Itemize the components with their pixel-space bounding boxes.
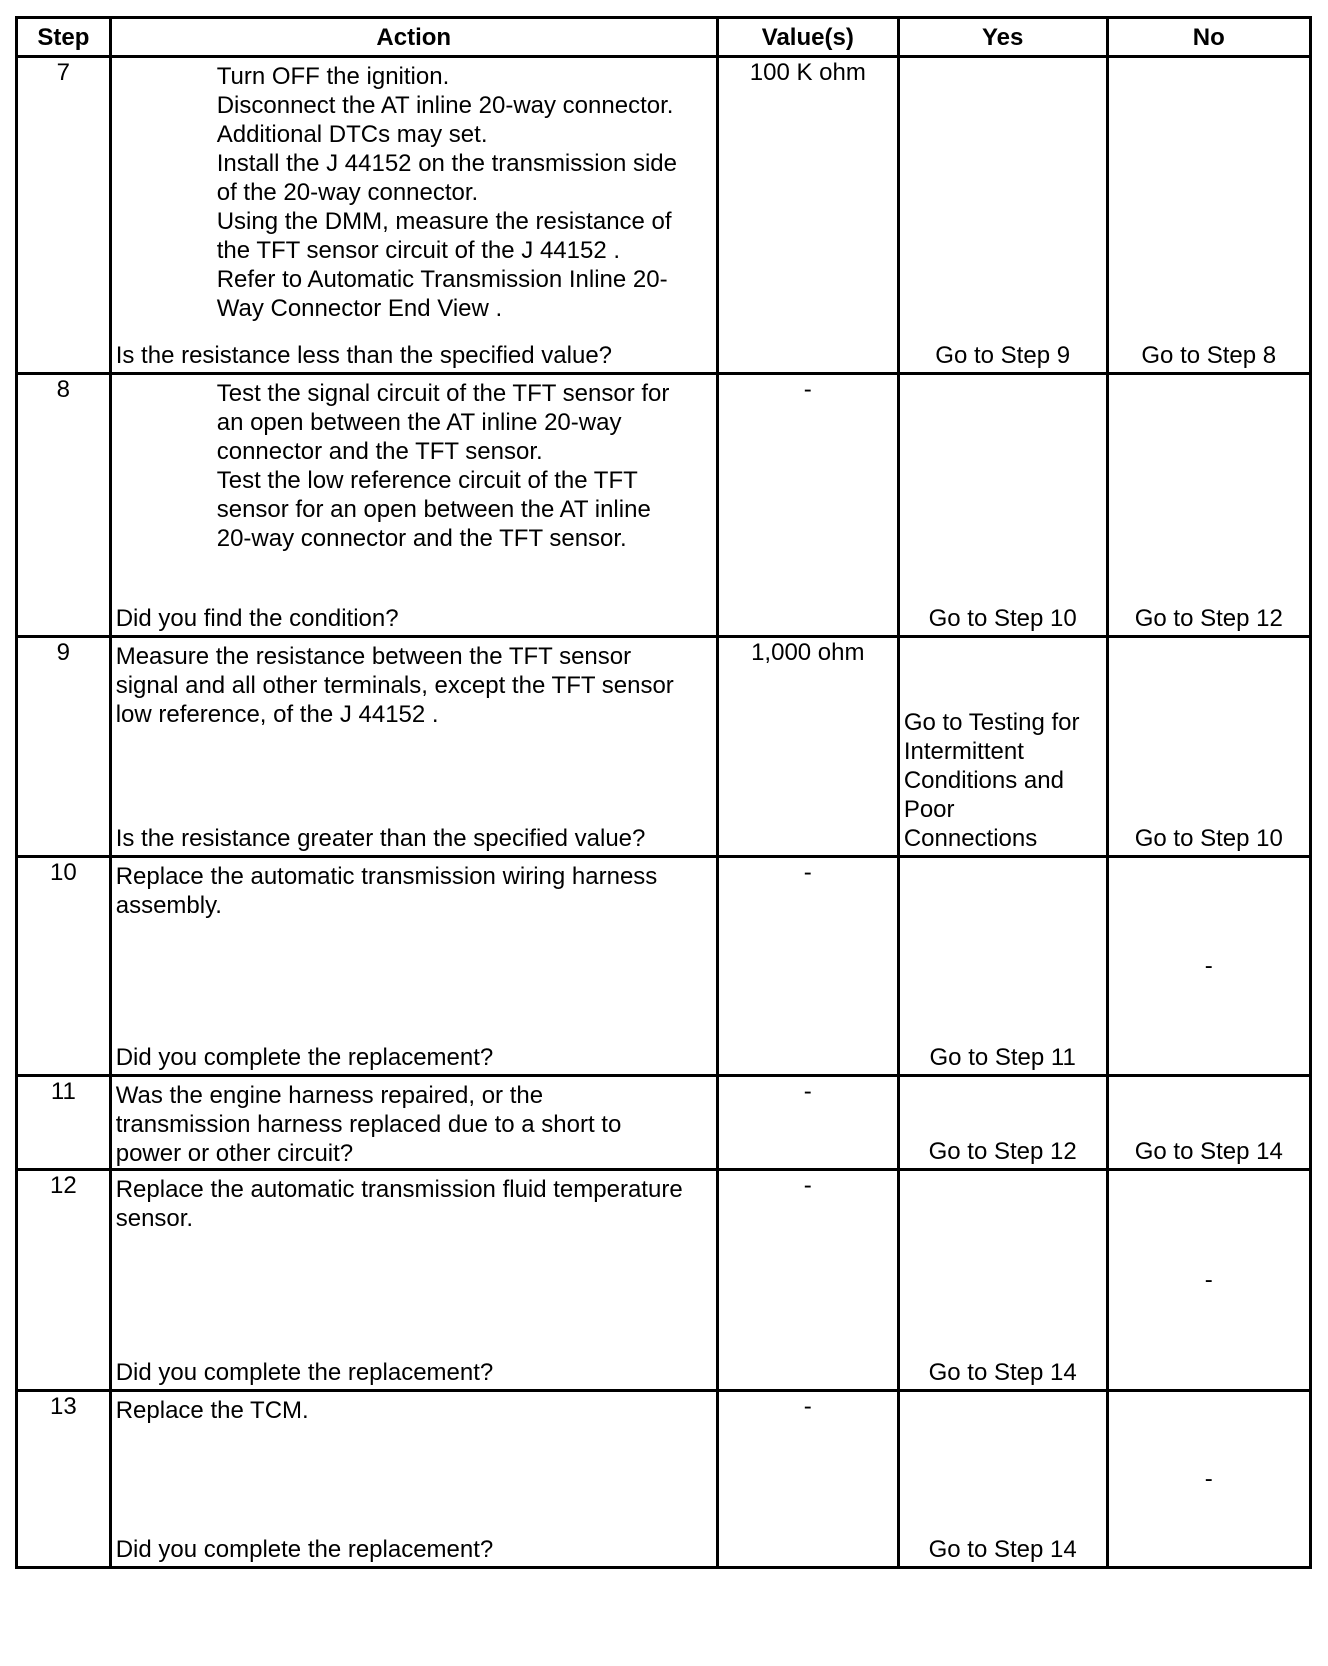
yes-goto [904, 708, 1104, 853]
action-text [112, 638, 716, 729]
action-cell [110, 1391, 717, 1568]
table-row-step-9 [17, 637, 1311, 857]
action-line: Test the signal circuit of the TFT sensor for [216, 380, 670, 407]
action-line: Additional DTCs may set. [216, 121, 488, 148]
action-line: Refer to Automatic Transmission Inline 20- [216, 266, 668, 293]
yes-goto: Go to Step 12 [928, 1138, 1077, 1165]
yes-cell [898, 637, 1107, 857]
no-goto: - [1204, 1465, 1213, 1493]
table-row-step-11 [17, 1076, 1311, 1170]
action-cell [110, 1076, 717, 1170]
header-row [17, 18, 1311, 57]
action-line: sensor. [115, 1205, 194, 1232]
yes-header: Yes [898, 18, 1107, 57]
action-line: connector and the TFT sensor. [216, 438, 543, 465]
no-cell [1107, 1076, 1310, 1170]
yes-goto: Go to Step 9 [935, 342, 1071, 369]
table-row-step-10 [17, 857, 1311, 1076]
value-cell: - [717, 1170, 898, 1391]
action-line: 20-way connector and the TFT sensor. [216, 525, 627, 552]
yes-cell [898, 1076, 1107, 1170]
yes-goto: Go to Step 14 [928, 1536, 1077, 1563]
action-question: Is the resistance greater than the specified value? [115, 825, 646, 852]
no-goto: Go to Step 14 [1134, 1138, 1283, 1165]
no-header: No [1107, 18, 1310, 57]
action-text [112, 1077, 716, 1168]
action-line: of the 20-way connector. [216, 179, 479, 206]
action-line: Turn OFF the ignition. [216, 63, 450, 90]
action-line: Disconnect the AT inline 20-way connector. [216, 92, 674, 119]
action-cell [110, 57, 717, 374]
action-question: Is the resistance less than the specified value? [115, 342, 613, 369]
step-number: 11 [17, 1076, 111, 1170]
action-cell [110, 1170, 717, 1391]
action-question: Did you complete the replacement? [115, 1044, 494, 1071]
action-line: power or other circuit? [115, 1140, 354, 1167]
step-number: 8 [17, 374, 111, 637]
no-goto: Go to Step 8 [1141, 342, 1277, 369]
action-question: Did you find the condition? [115, 605, 399, 632]
action-line: signal and all other terminals, except the TFT sensor [115, 672, 674, 699]
action-line: Way Connector End View . [216, 295, 503, 322]
no-goto: Go to Step 10 [1134, 825, 1283, 852]
action-header: Action [110, 18, 717, 57]
yes-goto: Go to Step 11 [929, 1044, 1076, 1071]
no-goto: Go to Step 12 [1134, 605, 1283, 632]
no-cell [1107, 857, 1310, 1076]
yes-cell [898, 1391, 1107, 1568]
step-number: 12 [17, 1170, 111, 1391]
yes-goto-line: Connections [903, 825, 1038, 852]
action-line: Replace the automatic transmission fluid temperature [115, 1176, 683, 1203]
yes-cell [898, 857, 1107, 1076]
action-line: assembly. [115, 892, 222, 919]
action-line: an open between the AT inline 20-way [216, 409, 622, 436]
no-cell [1107, 374, 1310, 637]
no-goto: - [1204, 1266, 1213, 1294]
value-cell: - [717, 857, 898, 1076]
yes-cell [898, 374, 1107, 637]
action-text [112, 1171, 716, 1233]
action-text [112, 1392, 716, 1425]
action-line: transmission harness replaced due to a short to [115, 1111, 622, 1138]
action-question: Did you complete the replacement? [115, 1359, 494, 1386]
action-text [112, 375, 716, 553]
values-header: Value(s) [717, 18, 898, 57]
step-number: 7 [17, 57, 111, 374]
step-number: 9 [17, 637, 111, 857]
yes-cell [898, 57, 1107, 374]
yes-goto-line: Conditions and [903, 767, 1064, 794]
value-cell: - [717, 1391, 898, 1568]
action-line: sensor for an open between the AT inline [216, 496, 651, 523]
action-text [112, 58, 716, 323]
action-cell [110, 637, 717, 857]
action-question: Did you complete the replacement? [115, 1536, 494, 1563]
table-row-step-7 [17, 57, 1311, 374]
action-text [112, 858, 716, 920]
yes-goto-line: Poor [903, 796, 955, 823]
yes-goto: Go to Step 14 [928, 1359, 1077, 1386]
step-number: 10 [17, 857, 111, 1076]
action-cell [110, 374, 717, 637]
action-line: Replace the automatic transmission wiring harness [115, 863, 658, 890]
diagnostic-table [15, 16, 1312, 1569]
yes-cell [898, 1170, 1107, 1391]
table-row-step-13 [17, 1391, 1311, 1568]
action-line: Was the engine harness repaired, or the [115, 1082, 544, 1109]
action-line: Install the J 44152 on the transmission side [216, 150, 677, 177]
yes-goto: Go to Step 10 [928, 605, 1077, 632]
yes-goto-line: Intermittent [903, 738, 1024, 765]
action-line: the TFT sensor circuit of the J 44152 . [216, 237, 621, 264]
no-cell [1107, 1170, 1310, 1391]
table-row-step-8 [17, 374, 1311, 637]
table-row-step-12 [17, 1170, 1311, 1391]
yes-goto-line: Go to Testing for [903, 709, 1080, 736]
action-line: Test the low reference circuit of the TFT [216, 467, 638, 494]
action-line: low reference, of the J 44152 . [115, 701, 439, 728]
value-cell: - [717, 374, 898, 637]
no-cell [1107, 57, 1310, 374]
action-line: Replace the TCM. [115, 1397, 309, 1424]
action-line: Measure the resistance between the TFT sensor [115, 643, 632, 670]
value-cell: 100 K ohm [717, 57, 898, 374]
no-goto: - [1204, 952, 1213, 980]
step-number: 13 [17, 1391, 111, 1568]
value-cell: - [717, 1076, 898, 1170]
step-header: Step [17, 18, 111, 57]
no-cell [1107, 1391, 1310, 1568]
no-cell [1107, 637, 1310, 857]
action-cell [110, 857, 717, 1076]
value-cell: 1,000 ohm [717, 637, 898, 857]
action-line: Using the DMM, measure the resistance of [216, 208, 672, 235]
